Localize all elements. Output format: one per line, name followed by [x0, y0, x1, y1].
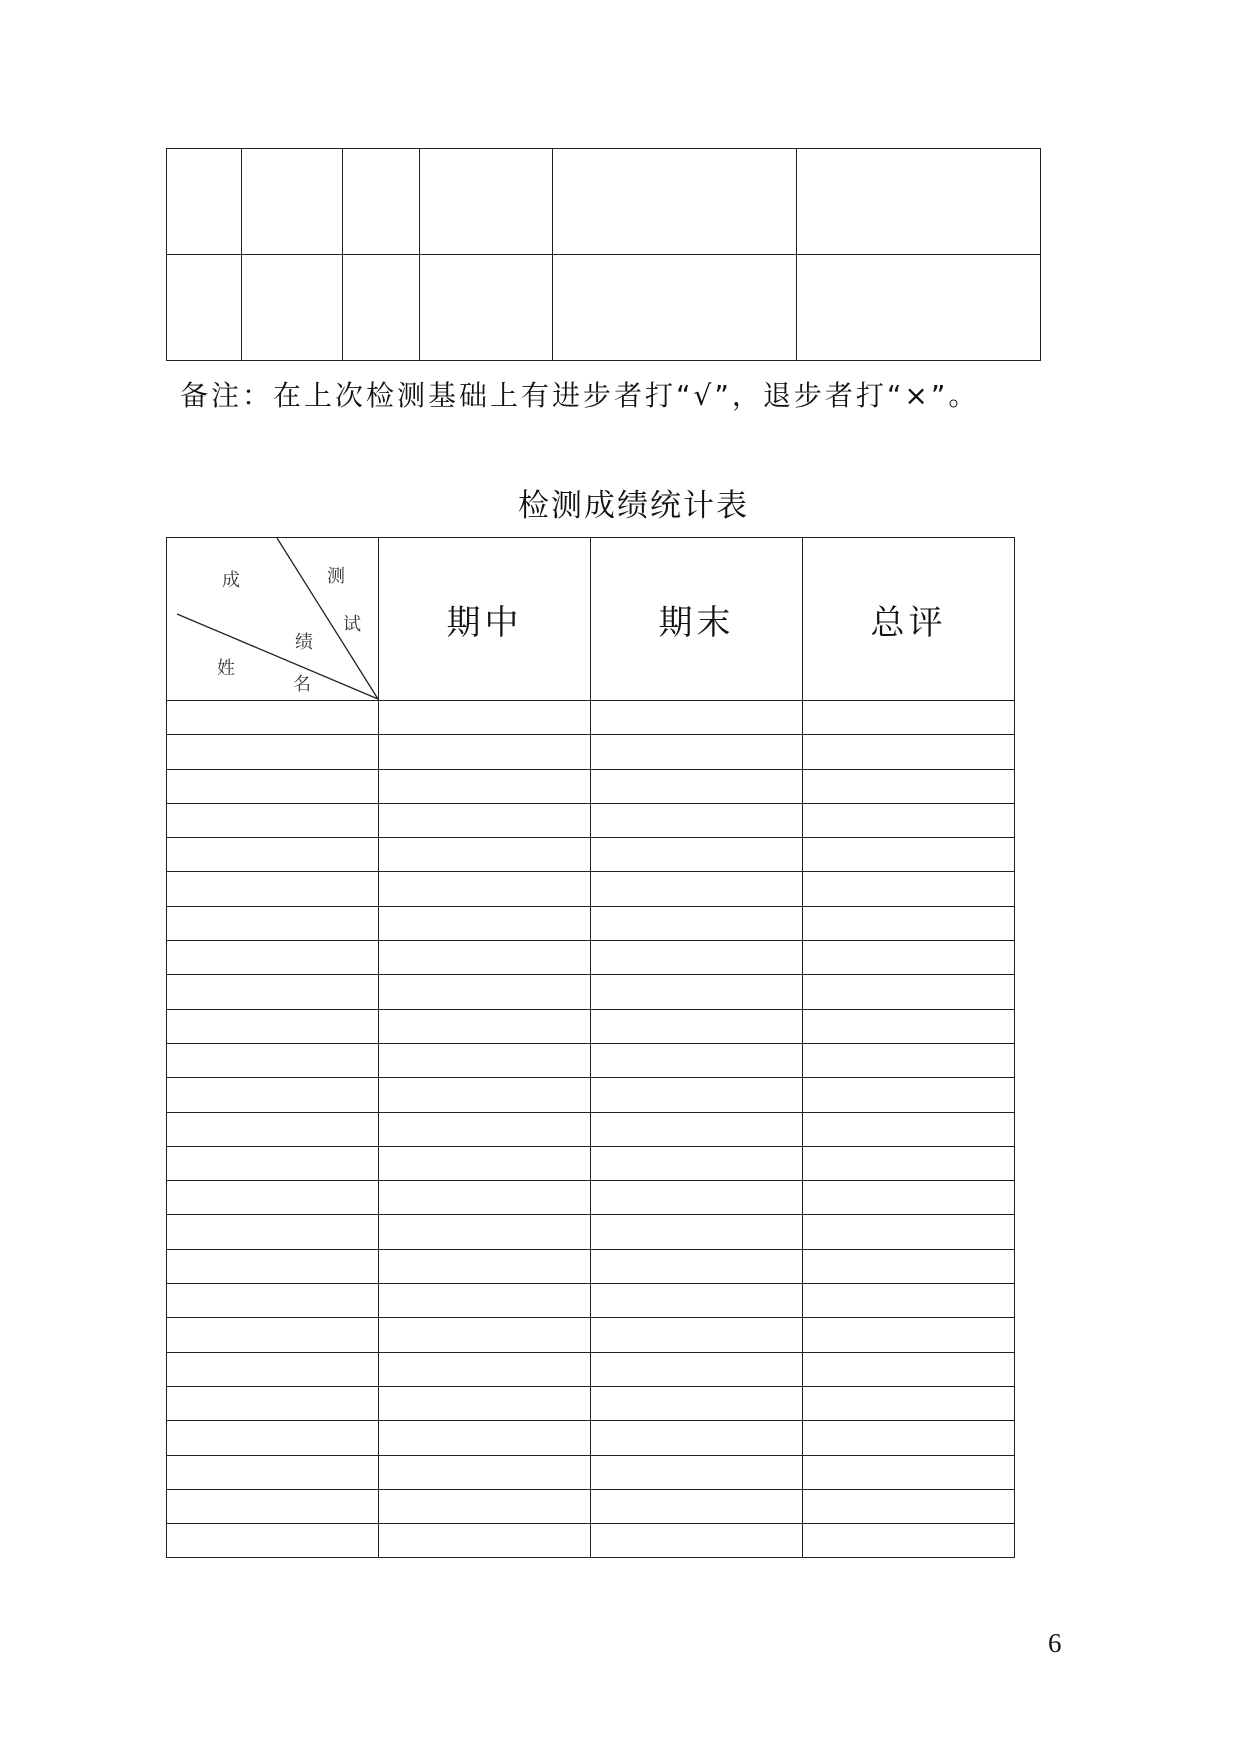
table-cell [167, 255, 242, 361]
table-row [167, 1043, 1015, 1077]
score-statistics-table [166, 537, 1015, 1558]
table-row [167, 1455, 1015, 1489]
table-row [167, 1112, 1015, 1146]
table-cell [803, 941, 1015, 975]
table-cell [167, 769, 379, 803]
table-cell [591, 1043, 803, 1077]
table-cell [591, 1146, 803, 1180]
table-cell [167, 1421, 379, 1455]
table-row [167, 1146, 1015, 1180]
page-number: 6 [1048, 1628, 1062, 1658]
table-row [167, 1318, 1015, 1352]
table-cell [591, 975, 803, 1009]
table-cell [591, 1489, 803, 1523]
table-cell [167, 1181, 379, 1215]
table-row [167, 735, 1015, 769]
table-cell [420, 149, 553, 255]
table-cell [167, 1284, 379, 1318]
diag-label-name-1: 姓 [217, 658, 239, 679]
table-cell [379, 1455, 591, 1489]
table-row [167, 1386, 1015, 1420]
remark-note: 备注：在上次检测基础上有进步者打“√”，退步者打“×”。 [180, 379, 980, 412]
table-cell [591, 1455, 803, 1489]
table-cell [553, 255, 797, 361]
table-row [167, 941, 1015, 975]
table-row [167, 1009, 1015, 1043]
table-cell [591, 1524, 803, 1558]
column-header-final: 期末 [591, 538, 803, 701]
table-cell [167, 1524, 379, 1558]
table-cell [379, 769, 591, 803]
table-cell [591, 941, 803, 975]
table-cell [553, 149, 797, 255]
table-cell [803, 1249, 1015, 1283]
table-cell [379, 1421, 591, 1455]
diag-label-score-2: 绩 [295, 632, 317, 653]
diagonal-header-cell [167, 538, 379, 701]
table-cell [591, 769, 803, 803]
table-row [167, 1078, 1015, 1112]
table-body [167, 701, 1015, 1558]
table-cell [379, 1009, 591, 1043]
table-cell [379, 1352, 591, 1386]
table-cell [167, 149, 242, 255]
table-cell [167, 1318, 379, 1352]
table-cell [591, 1215, 803, 1249]
table-cell [591, 872, 803, 906]
table-row [167, 1181, 1015, 1215]
table-row [167, 769, 1015, 803]
table-cell [167, 1455, 379, 1489]
table-row [167, 906, 1015, 940]
table-cell [379, 872, 591, 906]
table-cell [242, 149, 343, 255]
diag-label-test: 测 [327, 566, 349, 587]
table-cell [167, 1112, 379, 1146]
table-cell [379, 838, 591, 872]
table-row [167, 149, 1041, 255]
table-cell [379, 1524, 591, 1558]
table-cell [379, 735, 591, 769]
table-cell [803, 1112, 1015, 1146]
table-cell [591, 701, 803, 735]
table-row [167, 1284, 1015, 1318]
table-cell [167, 1009, 379, 1043]
table-cell [379, 1078, 591, 1112]
table-cell [591, 1112, 803, 1146]
diag-label-name-2: 名 [293, 674, 315, 695]
table-cell [591, 906, 803, 940]
table-row [167, 701, 1015, 735]
table-cell [167, 1215, 379, 1249]
column-header-overall: 总评 [803, 538, 1015, 701]
table-cell [803, 1043, 1015, 1077]
previous-table-fragment [166, 148, 1041, 361]
table-cell [379, 1112, 591, 1146]
table-cell [803, 1489, 1015, 1523]
table-cell [803, 1181, 1015, 1215]
table-cell [167, 701, 379, 735]
table-cell [379, 941, 591, 975]
table-cell [167, 803, 379, 837]
table-cell [803, 769, 1015, 803]
table-cell [379, 975, 591, 1009]
table-cell [167, 975, 379, 1009]
table-cell [379, 1146, 591, 1180]
table-row [167, 1249, 1015, 1283]
table-cell [591, 1386, 803, 1420]
table-cell [591, 1181, 803, 1215]
table-cell [379, 1215, 591, 1249]
table-row [167, 1524, 1015, 1558]
table-cell [591, 1421, 803, 1455]
table-cell [797, 149, 1041, 255]
table-cell [591, 1009, 803, 1043]
table-row [167, 1421, 1015, 1455]
table-cell [420, 255, 553, 361]
table-cell [379, 1318, 591, 1352]
table-row [167, 872, 1015, 906]
table-row [167, 1352, 1015, 1386]
table-row [167, 1489, 1015, 1523]
table-cell [803, 906, 1015, 940]
table-cell [591, 1352, 803, 1386]
table-cell [803, 1421, 1015, 1455]
table-cell [167, 1043, 379, 1077]
table-title-text: 检测成绩统计表 [518, 488, 749, 524]
table-title [0, 480, 1241, 525]
table-cell [379, 1489, 591, 1523]
table-cell [591, 1249, 803, 1283]
table-cell [591, 735, 803, 769]
table-cell [591, 838, 803, 872]
table-cell [379, 803, 591, 837]
table-cell [803, 975, 1015, 1009]
table-cell [167, 872, 379, 906]
table-cell [343, 255, 420, 361]
table-row [167, 803, 1015, 837]
table-cell [167, 1489, 379, 1523]
table-cell [343, 149, 420, 255]
table-cell [803, 1352, 1015, 1386]
table-cell [803, 735, 1015, 769]
table-cell [379, 701, 591, 735]
table-cell [803, 838, 1015, 872]
table-cell [379, 1249, 591, 1283]
table-cell [803, 803, 1015, 837]
table-cell [803, 872, 1015, 906]
table-cell [167, 838, 379, 872]
table-cell [167, 735, 379, 769]
table-cell [591, 1078, 803, 1112]
column-header-midterm: 期中 [379, 538, 591, 701]
diag-label-test-2: 试 [343, 614, 365, 635]
table-row [167, 838, 1015, 872]
table-cell [803, 1009, 1015, 1043]
table-cell [803, 1455, 1015, 1489]
table-cell [167, 1386, 379, 1420]
table-cell [803, 1078, 1015, 1112]
table-cell [379, 906, 591, 940]
table-row [167, 255, 1041, 361]
table-cell [379, 1043, 591, 1077]
table-cell [242, 255, 343, 361]
table-cell [803, 1318, 1015, 1352]
table-cell [591, 1318, 803, 1352]
header-row [167, 538, 1015, 701]
table-cell [797, 255, 1041, 361]
table-cell [167, 1249, 379, 1283]
table-cell [803, 1524, 1015, 1558]
table-cell [803, 1386, 1015, 1420]
table-cell [167, 1146, 379, 1180]
diag-label-score-1: 成 [222, 570, 244, 591]
table-cell [803, 1215, 1015, 1249]
table-cell [803, 1284, 1015, 1318]
table-cell [803, 1146, 1015, 1180]
table-cell [167, 1352, 379, 1386]
table-cell [167, 906, 379, 940]
table-row [167, 1215, 1015, 1249]
table-cell [803, 701, 1015, 735]
table-cell [591, 803, 803, 837]
table-cell [591, 1284, 803, 1318]
table-cell [167, 1078, 379, 1112]
table-row [167, 975, 1015, 1009]
table-cell [379, 1284, 591, 1318]
table-cell [167, 941, 379, 975]
table-cell [379, 1181, 591, 1215]
table-cell [379, 1386, 591, 1420]
